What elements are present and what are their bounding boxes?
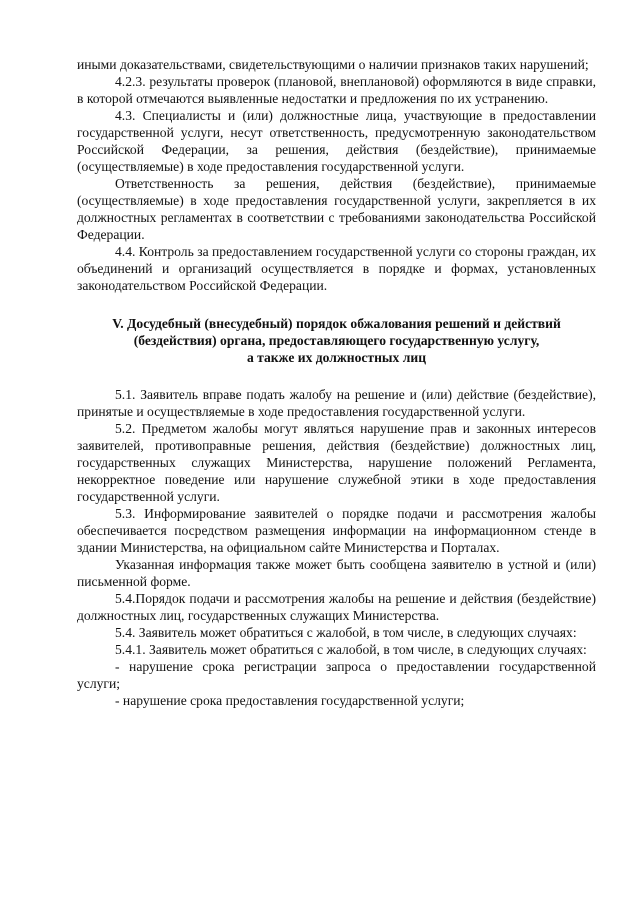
paragraph-5-4-procedure: 5.4.Порядок подачи и рассмотрения жалобы на решение и действия (бездействие) должностных лиц, государственных служащих Министерства. [77, 591, 596, 623]
section-heading [77, 315, 596, 366]
section-heading-line-2: (бездействия) органа, предоставляющего государственную услугу, [133, 333, 540, 348]
list-item-registration-term: - нарушение срока регистрации запроса о предоставлении государственной услуги; [77, 659, 596, 691]
list-item-service-term: - нарушение срока предоставления государственной услуги; [115, 693, 465, 708]
paragraph-4-4: 4.4. Контроль за предоставлением государственной услуги со стороны граждан, их объединений и организаций осуществляется в порядке и формах, установленных законодательством Российской Федерации. [77, 244, 596, 293]
paragraph-continuation: иными доказательствами, свидетельствующими о наличии признаков таких нарушений; [77, 57, 589, 72]
paragraph-4-3: 4.3. Специалисты и (или) должностные лица, участвующие в предоставлении государственной услуги, несут ответственность, предусмотренную законодательством Российской Федерации, за решения, действия (бездействие), принимаемые (осуществляемые) в ходе предоставления государственной услуги. [77, 108, 596, 174]
section-heading-line-3: а также их должностных лиц [246, 350, 427, 365]
paragraph-5-2: 5.2. Предметом жалобы могут являться нарушение прав и законных интересов заявителей, противоправные решения, действия (бездействие) должностных лиц, государственных служащих Министерства, нарушение положений Регламента, некорректное поведение или нарушение служебной этики в ходе предоставления государственной услуги. [77, 421, 596, 504]
paragraph-info-oral: Указанная информация также может быть сообщена заявителю в устной и (или) письменной форме. [77, 557, 596, 589]
paragraph-5-4-cases: 5.4. Заявитель может обратиться с жалобой, в том числе, в следующих случаях: [115, 625, 577, 640]
paragraph-5-4-1-cases: 5.4.1. Заявитель может обратиться с жалобой, в том числе, в следующих случаях: [115, 642, 587, 657]
section-heading-line-1: V. Досудебный (внесудебный) порядок обжалования решений и действий [112, 316, 561, 331]
paragraph-4-2-3: 4.2.3. результаты проверок (плановой, внеплановой) оформляются в виде справки, в которой отмечаются выявленные недостатки и предложения по их устранению. [77, 74, 596, 106]
document-page [77, 56, 596, 709]
paragraph-responsibility: Ответственность за решения, действия (бездействие), принимаемые (осуществляемые) в ходе предоставления государственной услуги, закрепляется в их должностных регламентах в соответствии с требованиями законодательства Российской Федерации. [77, 176, 596, 242]
paragraph-5-1: 5.1. Заявитель вправе подать жалобу на решение и (или) действие (бездействие), принятые и осуществляемые в ходе предоставления государственной услуги. [77, 387, 596, 419]
paragraph-5-3: 5.3. Информирование заявителей о порядке подачи и рассмотрения жалобы обеспечивается посредством размещения информации на информационном стенде в здании Министерства, на официальном сайте Министерства и Порталах. [77, 506, 596, 555]
